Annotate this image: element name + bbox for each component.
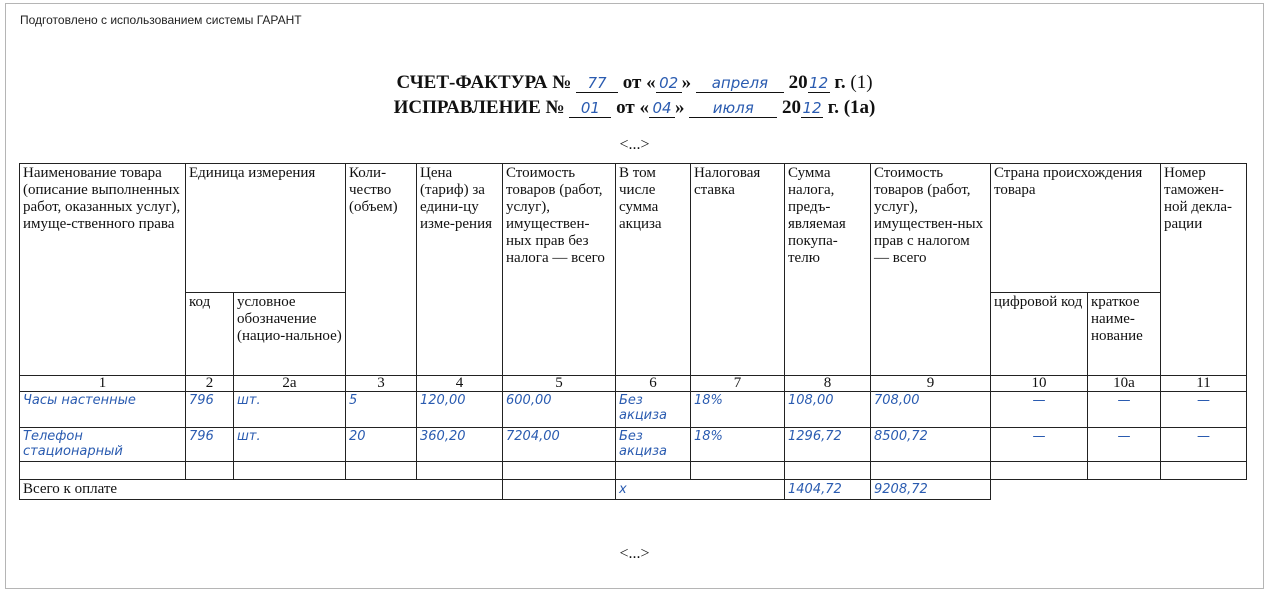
header-unit-code: код: [186, 293, 234, 376]
cell-price: 360,20: [417, 428, 503, 462]
column-number: 3: [346, 376, 417, 392]
header-qty: Коли-чество (объем): [346, 164, 417, 376]
cell-excise: Без акциза: [616, 392, 691, 428]
header-row: [20, 164, 1247, 293]
header-unit: Единица измерения: [186, 164, 346, 293]
header-price: Цена (тариф) за едини-цу изме-рения: [417, 164, 503, 376]
year-prefix: 20: [788, 72, 808, 93]
cell-rate: 18%: [691, 392, 785, 428]
empty-row: [20, 462, 1247, 480]
total-label: Всего к оплате: [20, 480, 503, 500]
column-numbers-row: [20, 376, 1247, 392]
header-country-code: цифровой код: [991, 293, 1088, 376]
column-number: 2а: [234, 376, 346, 392]
title-note: (1): [850, 72, 873, 93]
header-name: Наименование товара (описание выполненных работ, оказанных услуг), имуще-ственного права: [20, 164, 186, 376]
cell-customs: —: [1161, 428, 1247, 462]
invoice-table: [19, 163, 1247, 500]
cell-country-short: —: [1088, 392, 1161, 428]
year-suffix: г.: [834, 72, 846, 93]
header-cost-no-tax: Стоимость товаров (работ, услуг), имуществен-ных прав без налога — всего: [503, 164, 616, 376]
cell-country-code: —: [991, 392, 1088, 428]
cell-qty: 5: [346, 392, 417, 428]
header-cost-with-tax: Стоимость товаров (работ, услуг), имуществен-ных прав с налогом — всего: [871, 164, 991, 376]
invoice-day: 02: [656, 74, 682, 93]
cell-excise: Без акциза: [616, 428, 691, 462]
from-label: от «: [622, 72, 656, 93]
cell-rate: 18%: [691, 428, 785, 462]
invoice-year: 12: [809, 74, 829, 92]
correction-year: 12: [802, 99, 822, 117]
table-row: [20, 428, 1247, 462]
prepared-note: Подготовлено с использованием системы ГАРАНТ: [20, 13, 302, 27]
cell-price: 120,00: [417, 392, 503, 428]
correction-month: июля: [689, 99, 777, 118]
title-prefix: СЧЕТ-ФАКТУРА №: [396, 72, 572, 93]
total-excise: х: [616, 480, 785, 500]
total-amount: 9208,72: [871, 480, 991, 500]
column-number: 1: [20, 376, 186, 392]
correction-day: 04: [649, 99, 675, 118]
column-number: 5: [503, 376, 616, 392]
cell-symbol: шт.: [234, 428, 346, 462]
cell-cost: 600,00: [503, 392, 616, 428]
column-number: 6: [616, 376, 691, 392]
invoice-month: апреля: [696, 74, 784, 93]
cell-name: Телефон стационарный: [20, 428, 186, 462]
header-unit-symbol: условное обозначение (нацио-нальное): [234, 293, 346, 376]
cell-country-code: —: [991, 428, 1088, 462]
cell-code: 796: [186, 392, 234, 428]
cell-cost: 7204,00: [503, 428, 616, 462]
cell-qty: 20: [346, 428, 417, 462]
column-number: 4: [417, 376, 503, 392]
ellipsis-bottom: <...>: [619, 545, 650, 562]
column-number: 7: [691, 376, 785, 392]
cell-customs: —: [1161, 392, 1247, 428]
cell-code: 796: [186, 428, 234, 462]
invoice-number: 77: [576, 74, 618, 93]
column-number: 8: [785, 376, 871, 392]
table-row: [20, 392, 1247, 428]
correction-prefix: ИСПРАВЛЕНИЕ №: [393, 97, 565, 118]
column-number: 2: [186, 376, 234, 392]
cell-tax: 108,00: [785, 392, 871, 428]
header-customs: Номер таможен-ной декла-рации: [1161, 164, 1247, 376]
column-number: 10: [991, 376, 1088, 392]
correction-number: 01: [569, 99, 611, 118]
header-country-short: краткое наиме-нование: [1088, 293, 1161, 376]
header-tax: Сумма налога, предъ-являемая покупа-телю: [785, 164, 871, 376]
invoice-titles: [0, 70, 1269, 120]
cell-total: 708,00: [871, 392, 991, 428]
from-label: от «: [616, 97, 649, 118]
correction-title-line: [0, 95, 1269, 120]
cell-symbol: шт.: [234, 392, 346, 428]
column-number: 9: [871, 376, 991, 392]
column-number: 10а: [1088, 376, 1161, 392]
quote-close: »: [681, 72, 692, 93]
header-country: Страна происхождения товара: [991, 164, 1161, 293]
ellipsis-top: <...>: [619, 136, 650, 153]
cell-tax: 1296,72: [785, 428, 871, 462]
cell-country-short: —: [1088, 428, 1161, 462]
cell-name: Часы настенные: [20, 392, 186, 428]
invoice-title-line: [0, 70, 1269, 95]
cell-total: 8500,72: [871, 428, 991, 462]
quote-close: »: [674, 97, 685, 118]
year-prefix: 20: [781, 97, 801, 118]
total-row: [20, 480, 1247, 500]
total-tax: 1404,72: [785, 480, 871, 500]
header-excise: В том числе сумма акциза: [616, 164, 691, 376]
correction-suffix: г. (1а): [827, 97, 876, 118]
column-number: 11: [1161, 376, 1247, 392]
header-rate: Налоговая ставка: [691, 164, 785, 376]
